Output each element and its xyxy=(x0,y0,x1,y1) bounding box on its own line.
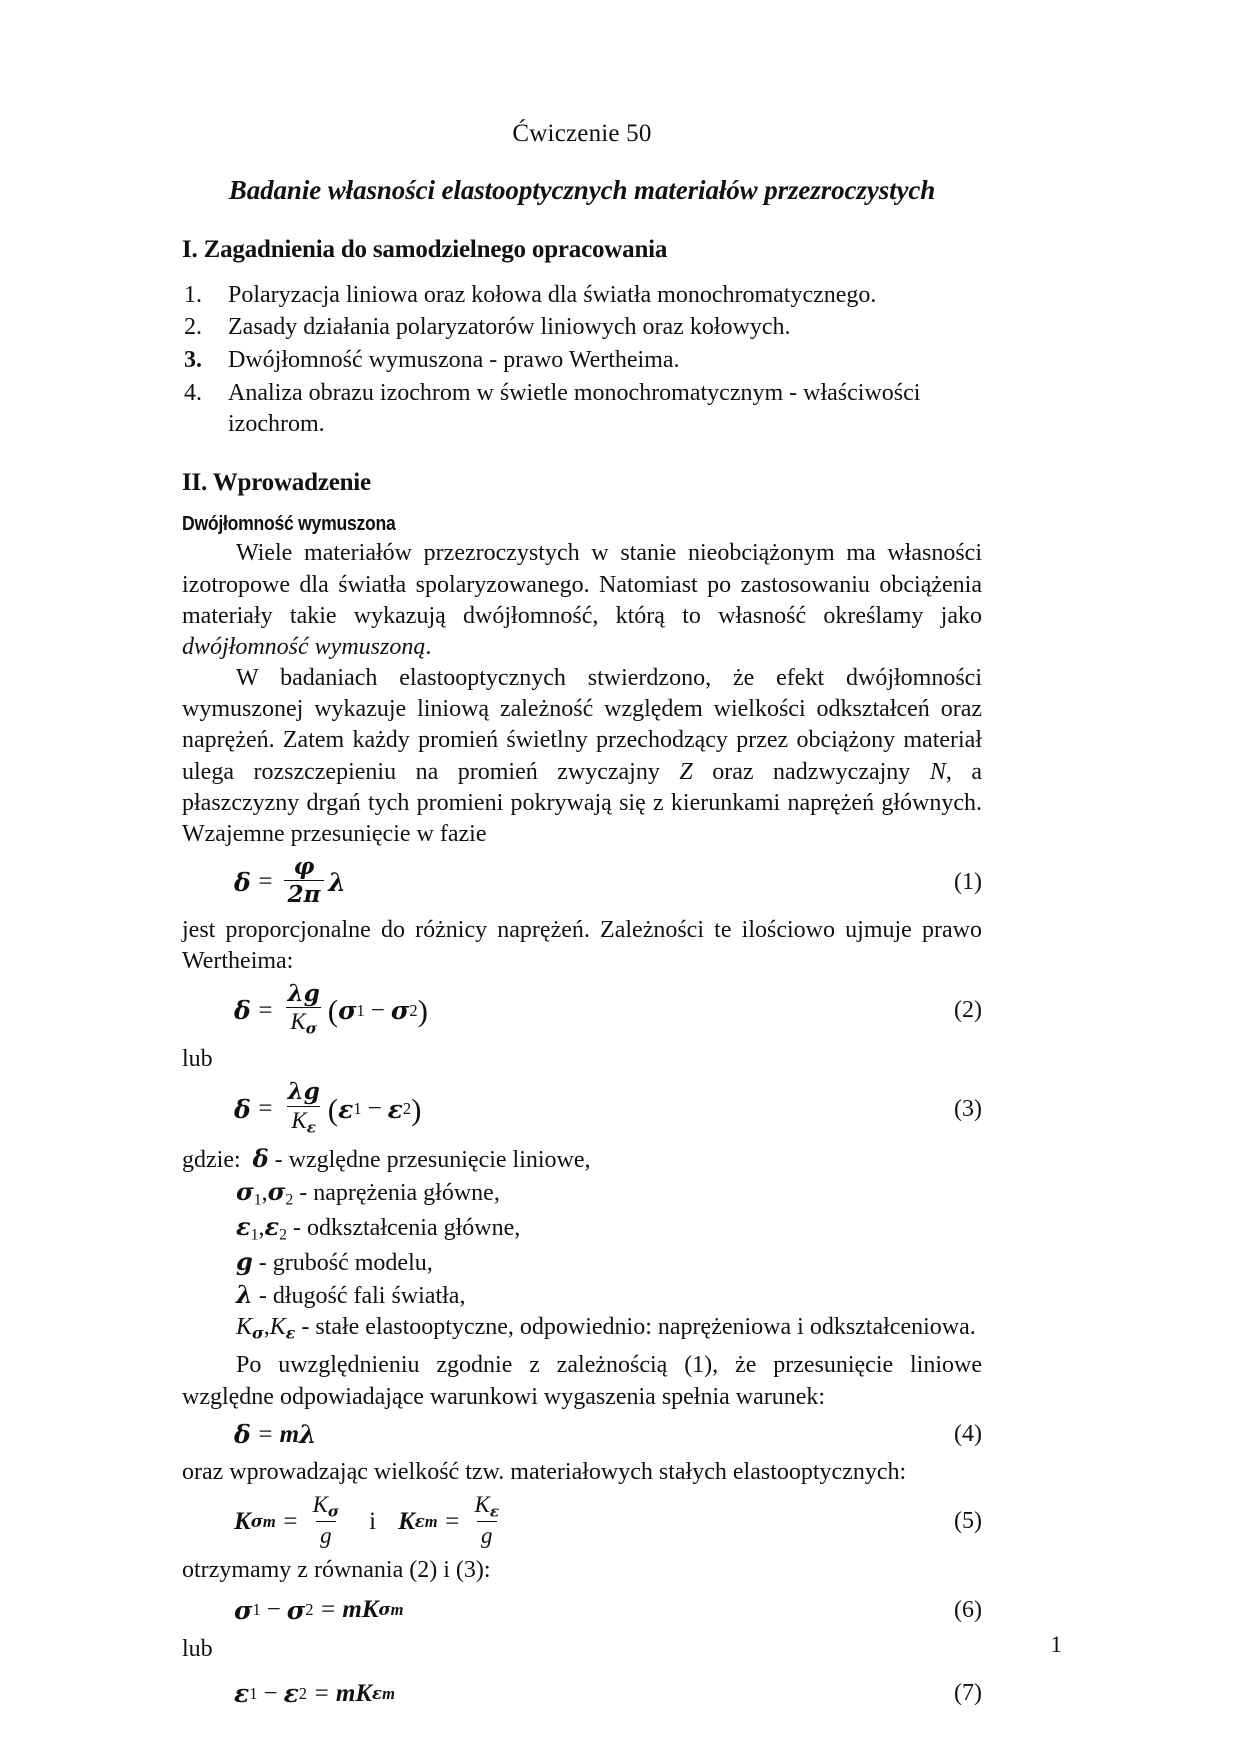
equals-sign: = xyxy=(281,1507,299,1535)
close-paren: ) xyxy=(411,1091,422,1127)
equation-2-row xyxy=(182,979,982,1038)
delta-symbol: δ xyxy=(234,1094,251,1124)
equation-1-row xyxy=(182,853,982,909)
sigma-symbol: σ xyxy=(234,1595,253,1625)
exercise-label: Ćwiczenie 50 xyxy=(512,120,652,147)
page-number: 1 xyxy=(1050,1632,1062,1657)
definition-symbol-delta: δ xyxy=(252,1143,269,1173)
sigma-symbol: σ xyxy=(286,1595,306,1625)
delta-symbol: δ xyxy=(234,996,251,1026)
open-paren: ( xyxy=(327,993,339,1029)
k-symbol: K xyxy=(355,1679,373,1707)
sigma-subscript: σ xyxy=(305,1019,317,1038)
m-symbol: m xyxy=(279,1420,300,1448)
epsilon-index-1: 1 xyxy=(353,1099,362,1119)
epsilon-index-1: 1 xyxy=(250,1226,259,1244)
sigma-subscript: σ xyxy=(252,1323,264,1343)
document-title: Badanie własności elastooptycznych materiałów przezroczystych xyxy=(228,174,936,205)
equals-sign: = xyxy=(313,1679,330,1707)
equation-1 xyxy=(234,853,346,909)
equation-6 xyxy=(234,1596,404,1625)
epsilon-index-2: 2 xyxy=(279,1226,288,1244)
epsilon-symbol: ε xyxy=(236,1211,251,1241)
symbol-z: Z xyxy=(679,758,693,785)
list-item-text: Dwójłomność wymuszona - prawo Wertheima. xyxy=(228,347,680,374)
equals-sign: = xyxy=(256,996,274,1024)
fraction-denominator xyxy=(287,1106,320,1136)
epsilon-symbol: ε xyxy=(283,1679,299,1709)
symbol-n: N xyxy=(929,758,946,785)
definition-row-lambda xyxy=(236,1279,982,1312)
k-symbol: K xyxy=(312,1491,328,1517)
definition-row-sigma xyxy=(236,1176,982,1211)
epsilon-subscript: ε xyxy=(489,1502,500,1521)
k-symbol: K xyxy=(234,1507,251,1535)
equation-4-tag: (4) xyxy=(954,1421,982,1448)
definition-text-delta: - względne przesunięcie liniowe, xyxy=(274,1146,591,1173)
definition-text-epsilon: - odkształcenia główne, xyxy=(293,1214,521,1241)
sigma-index-2: 2 xyxy=(409,1000,418,1020)
epsilon-m-subscript: εm xyxy=(372,1683,395,1703)
paragraph-1-text-a: Wiele materiałów przezroczystych w stanie nieobciążonym ma własności izotropowe dla światła spolaryzowanego. Natomiast po zastosowaniu obciążenia materiały takie wykazują dwójłomność, którą to własność określamy jako xyxy=(182,540,982,629)
k-symbol: K xyxy=(291,1107,307,1133)
definition-text-sigma: - naprężenia główne, xyxy=(299,1179,500,1206)
equation-3 xyxy=(234,1078,422,1136)
list-item-text: Analiza obrazu izochrom w świetle monochromatycznym - właściwości izochrom. xyxy=(228,379,921,437)
comma: , xyxy=(258,1214,265,1241)
paragraph-1 xyxy=(182,538,982,663)
list-item-text: Zasady działania polaryzatorów liniowych oraz kołowych. xyxy=(228,314,791,341)
lub-2: lub xyxy=(182,1636,213,1663)
list-item xyxy=(182,378,982,439)
minus-sign: − xyxy=(266,1596,281,1624)
conjunction-i: i xyxy=(369,1507,377,1535)
fraction-kepsilon-over-g xyxy=(471,1493,504,1548)
paragraph-1-text-b: . xyxy=(425,633,432,660)
gdzie-label: gdzie: xyxy=(182,1146,241,1173)
definition-text-lambda: - długość fali światła, xyxy=(258,1283,466,1310)
list-item-number: 3. xyxy=(184,347,202,374)
lambda-symbol: λ xyxy=(236,1280,253,1310)
list-item xyxy=(182,312,982,343)
close-paren: ) xyxy=(417,993,428,1029)
delta-symbol: δ xyxy=(234,1420,251,1450)
fraction-numerator: φ xyxy=(293,853,315,881)
paragraph-2-text-b: oraz nadzwyczajny xyxy=(692,758,930,785)
definition-text-g: - grubość modelu, xyxy=(258,1249,433,1276)
sigma-symbol: σ xyxy=(390,996,410,1026)
equation-2 xyxy=(234,979,428,1038)
sigma-index-2: 2 xyxy=(305,1600,314,1620)
fraction-numerator: λg xyxy=(287,1078,320,1106)
k-symbol: K xyxy=(361,1596,379,1624)
list-item-number: 1. xyxy=(184,281,202,308)
list-item-text: Polaryzacja liniowa oraz kołowa dla światła monochromatycznego. xyxy=(228,281,877,308)
sigma-index-1: 1 xyxy=(356,1000,365,1020)
equals-sign: = xyxy=(256,1420,274,1448)
g-symbol: g xyxy=(236,1246,253,1276)
equation-7 xyxy=(234,1679,395,1708)
open-paren: ( xyxy=(327,1091,339,1127)
sigma-m-subscript: σm xyxy=(250,1511,276,1531)
equals-sign: = xyxy=(319,1596,337,1624)
definition-row-g xyxy=(236,1246,982,1279)
section-heading-ii: II. Wprowadzenie xyxy=(182,469,371,497)
equation-6-row xyxy=(182,1590,982,1630)
fraction-denominator xyxy=(286,1007,321,1037)
equation-4 xyxy=(234,1420,317,1449)
epsilon-index-2: 2 xyxy=(298,1683,308,1703)
comma: , xyxy=(261,1179,268,1206)
sigma-subscript: σ xyxy=(327,1502,340,1521)
epsilon-symbol: ε xyxy=(387,1094,403,1124)
k-symbol: K xyxy=(236,1314,253,1341)
k-symbol: K xyxy=(398,1507,415,1535)
equation-5 xyxy=(234,1491,507,1549)
paragraph-after-eq4: oraz wprowadzając wielkość tzw. materiałowych stałych elastooptycznych: xyxy=(182,1458,907,1485)
equation-5-row xyxy=(182,1491,982,1549)
epsilon-subscript: ε xyxy=(306,1117,316,1136)
m-symbol: m xyxy=(342,1596,362,1624)
paragraph-after-eq1: jest proporcjonalne do różnicy naprężeń. Zależności te ilościowo ujmuje prawo Wertheima: xyxy=(182,916,982,974)
epsilon-symbol: ε xyxy=(338,1094,354,1124)
lambda-symbol: λ xyxy=(299,1420,317,1450)
comma: , xyxy=(263,1314,270,1341)
fraction-lambdag-over-kepsilon xyxy=(284,1080,324,1135)
definition-text-k: - stałe elastooptyczne, odpowiednio: naprężeniowa i odkształceniowa. xyxy=(301,1314,976,1341)
paragraph-1-emphasis: dwójłomność wymuszoną xyxy=(182,633,426,660)
sigma-index-1: 1 xyxy=(253,1191,262,1209)
list-item-number: 2. xyxy=(184,314,202,341)
definition-row-epsilon xyxy=(236,1211,982,1246)
epsilon-index-1: 1 xyxy=(249,1683,258,1703)
paragraph-after-eq5: otrzymamy z równania (2) i (3): xyxy=(182,1557,491,1584)
subheading-dwojlomnosc: Dwójłomność wymuszona xyxy=(182,513,396,536)
fraction-denominator: g xyxy=(316,1521,336,1548)
equation-2-tag: (2) xyxy=(954,997,982,1024)
sigma-index-1: 1 xyxy=(252,1600,261,1620)
lub-1: lub xyxy=(182,1046,213,1073)
minus-sign: − xyxy=(263,1679,278,1707)
epsilon-symbol: ε xyxy=(264,1211,280,1241)
epsilon-subscript: ε xyxy=(285,1323,296,1343)
lambda-symbol: λ xyxy=(328,867,346,897)
sigma-index-2: 2 xyxy=(285,1191,294,1209)
fraction-numerator: λg xyxy=(287,979,320,1007)
fraction-ksigma-over-g xyxy=(309,1493,344,1548)
delta-symbol: δ xyxy=(234,867,251,897)
section-heading-i: I. Zagadnienia do samodzielnego opracowania xyxy=(182,235,668,263)
paragraph-3: Po uwzględnieniu zgodnie z zależnością (1), że przesunięcie liniowe względne odpowiadające warunkowi wygaszenia spełnia warunek: xyxy=(182,1352,982,1410)
m-symbol: m xyxy=(335,1679,356,1707)
equation-5-tag: (5) xyxy=(954,1508,982,1535)
fraction-lambdag-over-ksigma xyxy=(284,979,324,1038)
equals-sign: = xyxy=(256,868,274,896)
k-symbol: K xyxy=(290,1009,306,1035)
epsilon-m-subscript: εm xyxy=(414,1511,438,1531)
equation-7-row xyxy=(182,1674,982,1714)
topics-list xyxy=(182,280,982,440)
sigma-symbol: σ xyxy=(236,1176,254,1206)
minus-sign: − xyxy=(367,1095,382,1123)
equation-6-tag: (6) xyxy=(954,1596,982,1623)
sigma-m-subscript: σm xyxy=(378,1600,404,1620)
fraction-numerator xyxy=(309,1493,344,1521)
fraction-numerator xyxy=(471,1493,504,1521)
fraction-denominator: 2π xyxy=(284,880,325,907)
paragraph-2 xyxy=(182,663,982,850)
equation-7-tag: (7) xyxy=(954,1680,982,1707)
page-content xyxy=(182,120,982,1714)
definitions-intro-line xyxy=(182,1143,982,1176)
equation-4-row xyxy=(182,1415,982,1455)
equals-sign: = xyxy=(443,1507,461,1535)
sigma-symbol: σ xyxy=(267,1176,286,1206)
list-item xyxy=(182,345,982,376)
epsilon-index-2: 2 xyxy=(402,1099,412,1119)
paragraph-2-text-c: , a płaszczyzny drgań tych promieni pokrywają się z kierunkami naprężeń głównych. Wzajemne przesunięcie w fazie xyxy=(182,758,983,848)
equals-sign: = xyxy=(256,1095,274,1123)
sigma-symbol: σ xyxy=(338,996,357,1026)
list-item-number: 4. xyxy=(184,379,202,406)
epsilon-symbol: ε xyxy=(234,1679,250,1709)
minus-sign: − xyxy=(370,996,385,1024)
equation-3-tag: (3) xyxy=(954,1095,982,1122)
k-symbol: K xyxy=(474,1491,490,1517)
k-symbol: K xyxy=(269,1314,286,1341)
paragraph-2-text-a: W badaniach elastooptycznych stwierdzono, że efekt dwójłomności wymuszonej wykazuje liniową zależność względem wielkości odkształceń oraz naprężeń. Zatem każdy promień świetlny przechodzący przez obciążony materiał ulega rozszczepieniu na promień zwyczajny xyxy=(182,665,982,785)
equation-1-tag: (1) xyxy=(954,868,982,895)
definition-row-k xyxy=(236,1312,982,1344)
list-item xyxy=(182,280,982,311)
equation-3-row xyxy=(182,1078,982,1136)
fraction-phi-over-2pi xyxy=(284,855,325,907)
fraction-denominator: g xyxy=(477,1521,497,1548)
